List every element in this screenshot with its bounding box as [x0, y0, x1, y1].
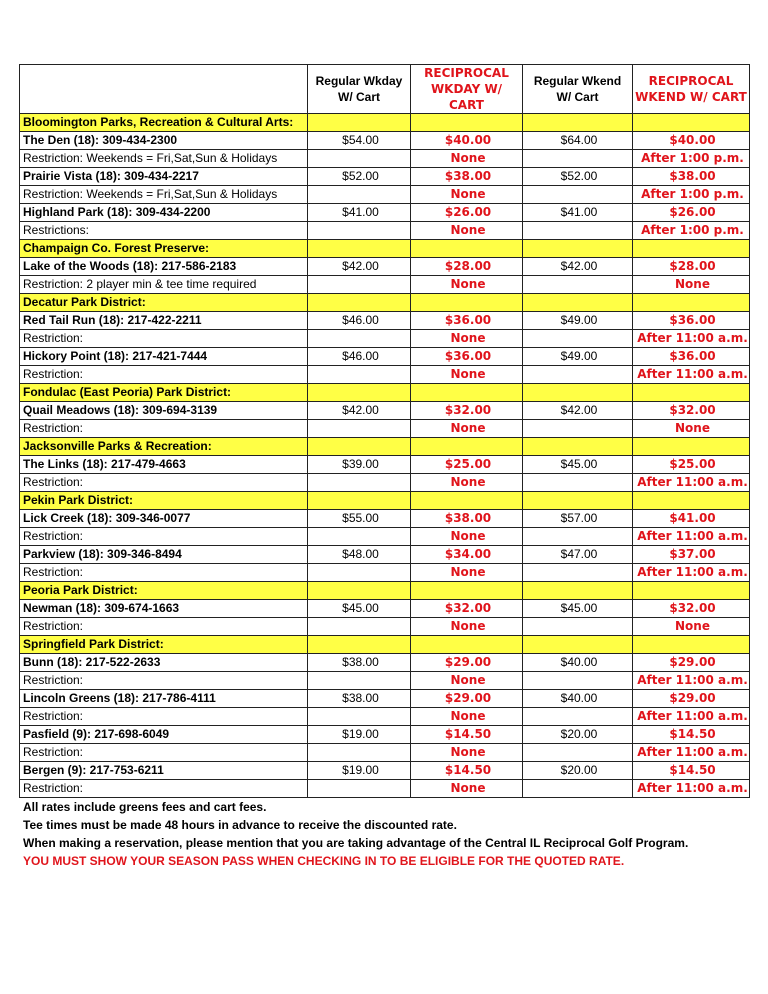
restriction-row	[20, 330, 750, 348]
note-season-pass-warning: YOU MUST SHOW YOUR SEASON PASS WHEN CHECKING IN TO BE ELIGIBLE FOR THE QUOTED RATE.	[23, 854, 625, 868]
rates-table	[19, 64, 750, 798]
course-name: Newman (18): 309-674-1663	[20, 600, 308, 618]
district-blank-cell	[411, 240, 523, 258]
reciprocal-wkday-restriction: None	[411, 780, 523, 798]
restriction-row	[20, 150, 750, 168]
district-row	[20, 492, 750, 510]
regular-wkday-rate: $55.00	[308, 510, 411, 528]
reciprocal-wkday-restriction: None	[411, 420, 523, 438]
reciprocal-wkend-rate: $29.00	[633, 654, 750, 672]
regular-wkend-rate: $52.00	[523, 168, 633, 186]
restriction-row	[20, 276, 750, 294]
regular-wkday-rate: $42.00	[308, 402, 411, 420]
restriction-row	[20, 618, 750, 636]
district-blank-cell	[308, 240, 411, 258]
course-row	[20, 690, 750, 708]
restriction-text: Restriction:	[20, 330, 308, 348]
reciprocal-wkday-rate: $29.00	[411, 654, 523, 672]
header-regular-wkday: Regular Wkday W/ Cart	[308, 65, 411, 114]
regular-wkday-rate: $19.00	[308, 726, 411, 744]
course-row	[20, 258, 750, 276]
district-blank-cell	[308, 582, 411, 600]
regular-wkend-rate: $40.00	[523, 690, 633, 708]
restriction-text: Restriction: Weekends = Fri,Sat,Sun & Holidays	[20, 186, 308, 204]
district-blank-cell	[411, 492, 523, 510]
district-blank-cell	[308, 294, 411, 312]
restriction-blank-cell	[523, 366, 633, 384]
course-row	[20, 348, 750, 366]
reciprocal-wkend-restriction: After 1:00 p.m.	[633, 150, 750, 168]
reciprocal-wkday-rate: $25.00	[411, 456, 523, 474]
reciprocal-wkday-restriction: None	[411, 474, 523, 492]
restriction-row	[20, 708, 750, 726]
restriction-blank-cell	[523, 276, 633, 294]
reciprocal-wkend-rate: $14.50	[633, 726, 750, 744]
reciprocal-wkday-rate: $28.00	[411, 258, 523, 276]
regular-wkend-rate: $57.00	[523, 510, 633, 528]
reciprocal-wkday-rate: $32.00	[411, 600, 523, 618]
rate-sheet	[19, 64, 749, 798]
course-name: Lick Creek (18): 309-346-0077	[20, 510, 308, 528]
reciprocal-wkend-rate: $36.00	[633, 348, 750, 366]
reciprocal-wkday-restriction: None	[411, 618, 523, 636]
regular-wkday-rate: $45.00	[308, 600, 411, 618]
regular-wkend-rate: $49.00	[523, 312, 633, 330]
regular-wkday-rate: $41.00	[308, 204, 411, 222]
regular-wkend-rate: $45.00	[523, 456, 633, 474]
restriction-text: Restriction:	[20, 708, 308, 726]
regular-wkend-rate: $64.00	[523, 132, 633, 150]
restriction-blank-cell	[308, 744, 411, 762]
course-name: Red Tail Run (18): 217-422-2211	[20, 312, 308, 330]
course-row	[20, 402, 750, 420]
reciprocal-wkend-rate: $40.00	[633, 132, 750, 150]
reciprocal-wkday-rate: $14.50	[411, 762, 523, 780]
reciprocal-wkend-restriction: After 11:00 a.m.	[633, 672, 750, 690]
course-name: Pasfield (9): 217-698-6049	[20, 726, 308, 744]
reciprocal-wkend-restriction: After 11:00 a.m.	[633, 564, 750, 582]
restriction-blank-cell	[523, 618, 633, 636]
course-row	[20, 510, 750, 528]
reciprocal-wkday-restriction: None	[411, 672, 523, 690]
reciprocal-wkend-restriction: After 11:00 a.m.	[633, 528, 750, 546]
course-name: The Den (18): 309-434-2300	[20, 132, 308, 150]
course-row	[20, 168, 750, 186]
reciprocal-wkend-restriction: After 1:00 p.m.	[633, 222, 750, 240]
restriction-blank-cell	[523, 150, 633, 168]
restriction-blank-cell	[523, 420, 633, 438]
restriction-blank-cell	[308, 186, 411, 204]
restriction-text: Restriction:	[20, 744, 308, 762]
restriction-text: Restriction:	[20, 474, 308, 492]
regular-wkend-rate: $20.00	[523, 762, 633, 780]
district-blank-cell	[523, 636, 633, 654]
header-course	[20, 65, 308, 114]
regular-wkday-rate: $39.00	[308, 456, 411, 474]
regular-wkday-rate: $52.00	[308, 168, 411, 186]
restriction-row	[20, 186, 750, 204]
reciprocal-wkday-restriction: None	[411, 528, 523, 546]
regular-wkday-rate: $42.00	[308, 258, 411, 276]
course-name: Prairie Vista (18): 309-434-2217	[20, 168, 308, 186]
restriction-row	[20, 780, 750, 798]
reciprocal-wkend-rate: $25.00	[633, 456, 750, 474]
restriction-row	[20, 366, 750, 384]
district-name: Pekin Park District:	[20, 492, 308, 510]
note-reservation: When making a reservation, please mention that you are taking advantage of the Central IL Reciprocal Golf Program.	[23, 836, 689, 850]
course-name: Lake of the Woods (18): 217-586-2183	[20, 258, 308, 276]
reciprocal-wkend-restriction: After 11:00 a.m.	[633, 780, 750, 798]
restriction-row	[20, 744, 750, 762]
reciprocal-wkend-rate: $37.00	[633, 546, 750, 564]
reciprocal-wkend-restriction: After 11:00 a.m.	[633, 708, 750, 726]
district-blank-cell	[411, 582, 523, 600]
restriction-blank-cell	[308, 708, 411, 726]
restriction-blank-cell	[308, 366, 411, 384]
regular-wkday-rate: $38.00	[308, 690, 411, 708]
district-blank-cell	[308, 438, 411, 456]
reciprocal-wkday-rate: $26.00	[411, 204, 523, 222]
course-name: Hickory Point (18): 217-421-7444	[20, 348, 308, 366]
reciprocal-wkday-restriction: None	[411, 744, 523, 762]
reciprocal-wkend-rate: $14.50	[633, 762, 750, 780]
regular-wkend-rate: $40.00	[523, 654, 633, 672]
restriction-blank-cell	[308, 672, 411, 690]
restriction-blank-cell	[523, 780, 633, 798]
reciprocal-wkday-restriction: None	[411, 564, 523, 582]
restriction-blank-cell	[308, 528, 411, 546]
restriction-text: Restriction: Weekends = Fri,Sat,Sun & Holidays	[20, 150, 308, 168]
restriction-blank-cell	[523, 672, 633, 690]
district-blank-cell	[523, 240, 633, 258]
district-blank-cell	[523, 384, 633, 402]
district-name: Bloomington Parks, Recreation & Cultural Arts:	[20, 114, 308, 132]
restriction-blank-cell	[308, 618, 411, 636]
reciprocal-wkday-restriction: None	[411, 330, 523, 348]
regular-wkend-rate: $42.00	[523, 258, 633, 276]
rates-table-body	[20, 65, 750, 798]
reciprocal-wkend-restriction: After 11:00 a.m.	[633, 744, 750, 762]
reciprocal-wkend-restriction: None	[633, 276, 750, 294]
district-row	[20, 240, 750, 258]
course-row	[20, 312, 750, 330]
course-name: Quail Meadows (18): 309-694-3139	[20, 402, 308, 420]
reciprocal-wkend-rate: $28.00	[633, 258, 750, 276]
course-name: Highland Park (18): 309-434-2200	[20, 204, 308, 222]
district-blank-cell	[308, 492, 411, 510]
regular-wkend-rate: $41.00	[523, 204, 633, 222]
course-row	[20, 204, 750, 222]
restriction-blank-cell	[308, 420, 411, 438]
reciprocal-wkend-restriction: None	[633, 420, 750, 438]
reciprocal-wkend-restriction: After 1:00 p.m.	[633, 186, 750, 204]
header-regular-wkend: Regular Wkend W/ Cart	[523, 65, 633, 114]
restriction-blank-cell	[523, 528, 633, 546]
restriction-row	[20, 222, 750, 240]
restriction-blank-cell	[308, 276, 411, 294]
district-blank-cell	[411, 384, 523, 402]
regular-wkend-rate: $42.00	[523, 402, 633, 420]
course-name: The Links (18): 217-479-4663	[20, 456, 308, 474]
restriction-text: Restriction:	[20, 420, 308, 438]
restriction-row	[20, 564, 750, 582]
regular-wkend-rate: $20.00	[523, 726, 633, 744]
reciprocal-wkend-rate: $36.00	[633, 312, 750, 330]
reciprocal-wkend-restriction: After 11:00 a.m.	[633, 330, 750, 348]
district-blank-cell	[308, 636, 411, 654]
restriction-text: Restriction:	[20, 672, 308, 690]
reciprocal-wkend-rate: $32.00	[633, 402, 750, 420]
district-blank-cell	[523, 294, 633, 312]
reciprocal-wkday-restriction: None	[411, 276, 523, 294]
district-blank-cell	[633, 492, 750, 510]
restriction-row	[20, 474, 750, 492]
restriction-blank-cell	[308, 474, 411, 492]
restriction-text: Restriction:	[20, 366, 308, 384]
district-row	[20, 582, 750, 600]
restriction-blank-cell	[308, 564, 411, 582]
reciprocal-wkday-rate: $32.00	[411, 402, 523, 420]
regular-wkday-rate: $38.00	[308, 654, 411, 672]
header-row	[20, 65, 750, 114]
regular-wkday-rate: $54.00	[308, 132, 411, 150]
district-name: Jacksonville Parks & Recreation:	[20, 438, 308, 456]
restriction-blank-cell	[523, 474, 633, 492]
district-blank-cell	[411, 636, 523, 654]
restriction-blank-cell	[523, 222, 633, 240]
district-row	[20, 438, 750, 456]
notes	[23, 798, 753, 870]
course-name: Bergen (9): 217-753-6211	[20, 762, 308, 780]
district-blank-cell	[308, 384, 411, 402]
district-name: Champaign Co. Forest Preserve:	[20, 240, 308, 258]
restriction-row	[20, 528, 750, 546]
restriction-row	[20, 672, 750, 690]
restriction-text: Restriction:	[20, 564, 308, 582]
district-blank-cell	[411, 294, 523, 312]
regular-wkend-rate: $47.00	[523, 546, 633, 564]
note-tee-times: Tee times must be made 48 hours in advance to receive the discounted rate.	[23, 818, 457, 832]
course-name: Lincoln Greens (18): 217-786-4111	[20, 690, 308, 708]
reciprocal-wkend-rate: $41.00	[633, 510, 750, 528]
reciprocal-wkday-rate: $40.00	[411, 132, 523, 150]
district-name: Springfield Park District:	[20, 636, 308, 654]
district-blank-cell	[633, 438, 750, 456]
regular-wkday-rate: $46.00	[308, 312, 411, 330]
restriction-blank-cell	[308, 150, 411, 168]
reciprocal-wkday-restriction: None	[411, 708, 523, 726]
course-row	[20, 546, 750, 564]
district-blank-cell	[633, 384, 750, 402]
restriction-blank-cell	[308, 222, 411, 240]
course-row	[20, 132, 750, 150]
header-reciprocal-wkday: RECIPROCAL WKDAY W/ CART	[411, 65, 523, 114]
reciprocal-wkend-restriction: None	[633, 618, 750, 636]
reciprocal-wkday-rate: $36.00	[411, 348, 523, 366]
restriction-blank-cell	[523, 744, 633, 762]
reciprocal-wkday-restriction: None	[411, 150, 523, 168]
header-reciprocal-wkend: RECIPROCAL WKEND W/ CART	[633, 65, 750, 114]
restriction-blank-cell	[523, 708, 633, 726]
reciprocal-wkend-rate: $26.00	[633, 204, 750, 222]
course-name: Parkview (18): 309-346-8494	[20, 546, 308, 564]
district-row	[20, 114, 750, 132]
note-rates-include: All rates include greens fees and cart fees.	[23, 800, 267, 814]
restriction-blank-cell	[523, 330, 633, 348]
district-blank-cell	[411, 114, 523, 132]
reciprocal-wkend-rate: $32.00	[633, 600, 750, 618]
district-row	[20, 384, 750, 402]
district-blank-cell	[411, 438, 523, 456]
district-name: Fondulac (East Peoria) Park District:	[20, 384, 308, 402]
reciprocal-wkday-restriction: None	[411, 222, 523, 240]
district-row	[20, 294, 750, 312]
restriction-blank-cell	[308, 330, 411, 348]
district-blank-cell	[523, 114, 633, 132]
course-row	[20, 600, 750, 618]
regular-wkday-rate: $19.00	[308, 762, 411, 780]
course-row	[20, 654, 750, 672]
reciprocal-wkday-restriction: None	[411, 366, 523, 384]
restriction-blank-cell	[308, 780, 411, 798]
course-row	[20, 762, 750, 780]
district-name: Peoria Park District:	[20, 582, 308, 600]
district-blank-cell	[633, 636, 750, 654]
district-blank-cell	[523, 582, 633, 600]
restriction-text: Restriction:	[20, 528, 308, 546]
reciprocal-wkday-rate: $34.00	[411, 546, 523, 564]
district-blank-cell	[633, 240, 750, 258]
restriction-text: Restriction:	[20, 618, 308, 636]
restriction-text: Restriction: 2 player min & tee time required	[20, 276, 308, 294]
course-name: Bunn (18): 217-522-2633	[20, 654, 308, 672]
reciprocal-wkday-rate: $38.00	[411, 510, 523, 528]
regular-wkday-rate: $46.00	[308, 348, 411, 366]
reciprocal-wkday-rate: $38.00	[411, 168, 523, 186]
reciprocal-wkday-restriction: None	[411, 186, 523, 204]
reciprocal-wkend-rate: $38.00	[633, 168, 750, 186]
reciprocal-wkday-rate: $36.00	[411, 312, 523, 330]
district-blank-cell	[308, 114, 411, 132]
reciprocal-wkend-rate: $29.00	[633, 690, 750, 708]
district-blank-cell	[633, 582, 750, 600]
restriction-blank-cell	[523, 564, 633, 582]
district-blank-cell	[633, 114, 750, 132]
reciprocal-wkend-restriction: After 11:00 a.m.	[633, 474, 750, 492]
reciprocal-wkday-rate: $14.50	[411, 726, 523, 744]
restriction-blank-cell	[523, 186, 633, 204]
regular-wkend-rate: $49.00	[523, 348, 633, 366]
course-row	[20, 456, 750, 474]
district-name: Decatur Park District:	[20, 294, 308, 312]
district-blank-cell	[523, 492, 633, 510]
restriction-text: Restrictions:	[20, 222, 308, 240]
reciprocal-wkday-rate: $29.00	[411, 690, 523, 708]
restriction-text: Restriction:	[20, 780, 308, 798]
restriction-row	[20, 420, 750, 438]
reciprocal-wkend-restriction: After 11:00 a.m.	[633, 366, 750, 384]
district-blank-cell	[633, 294, 750, 312]
regular-wkend-rate: $45.00	[523, 600, 633, 618]
course-row	[20, 726, 750, 744]
district-row	[20, 636, 750, 654]
regular-wkday-rate: $48.00	[308, 546, 411, 564]
district-blank-cell	[523, 438, 633, 456]
